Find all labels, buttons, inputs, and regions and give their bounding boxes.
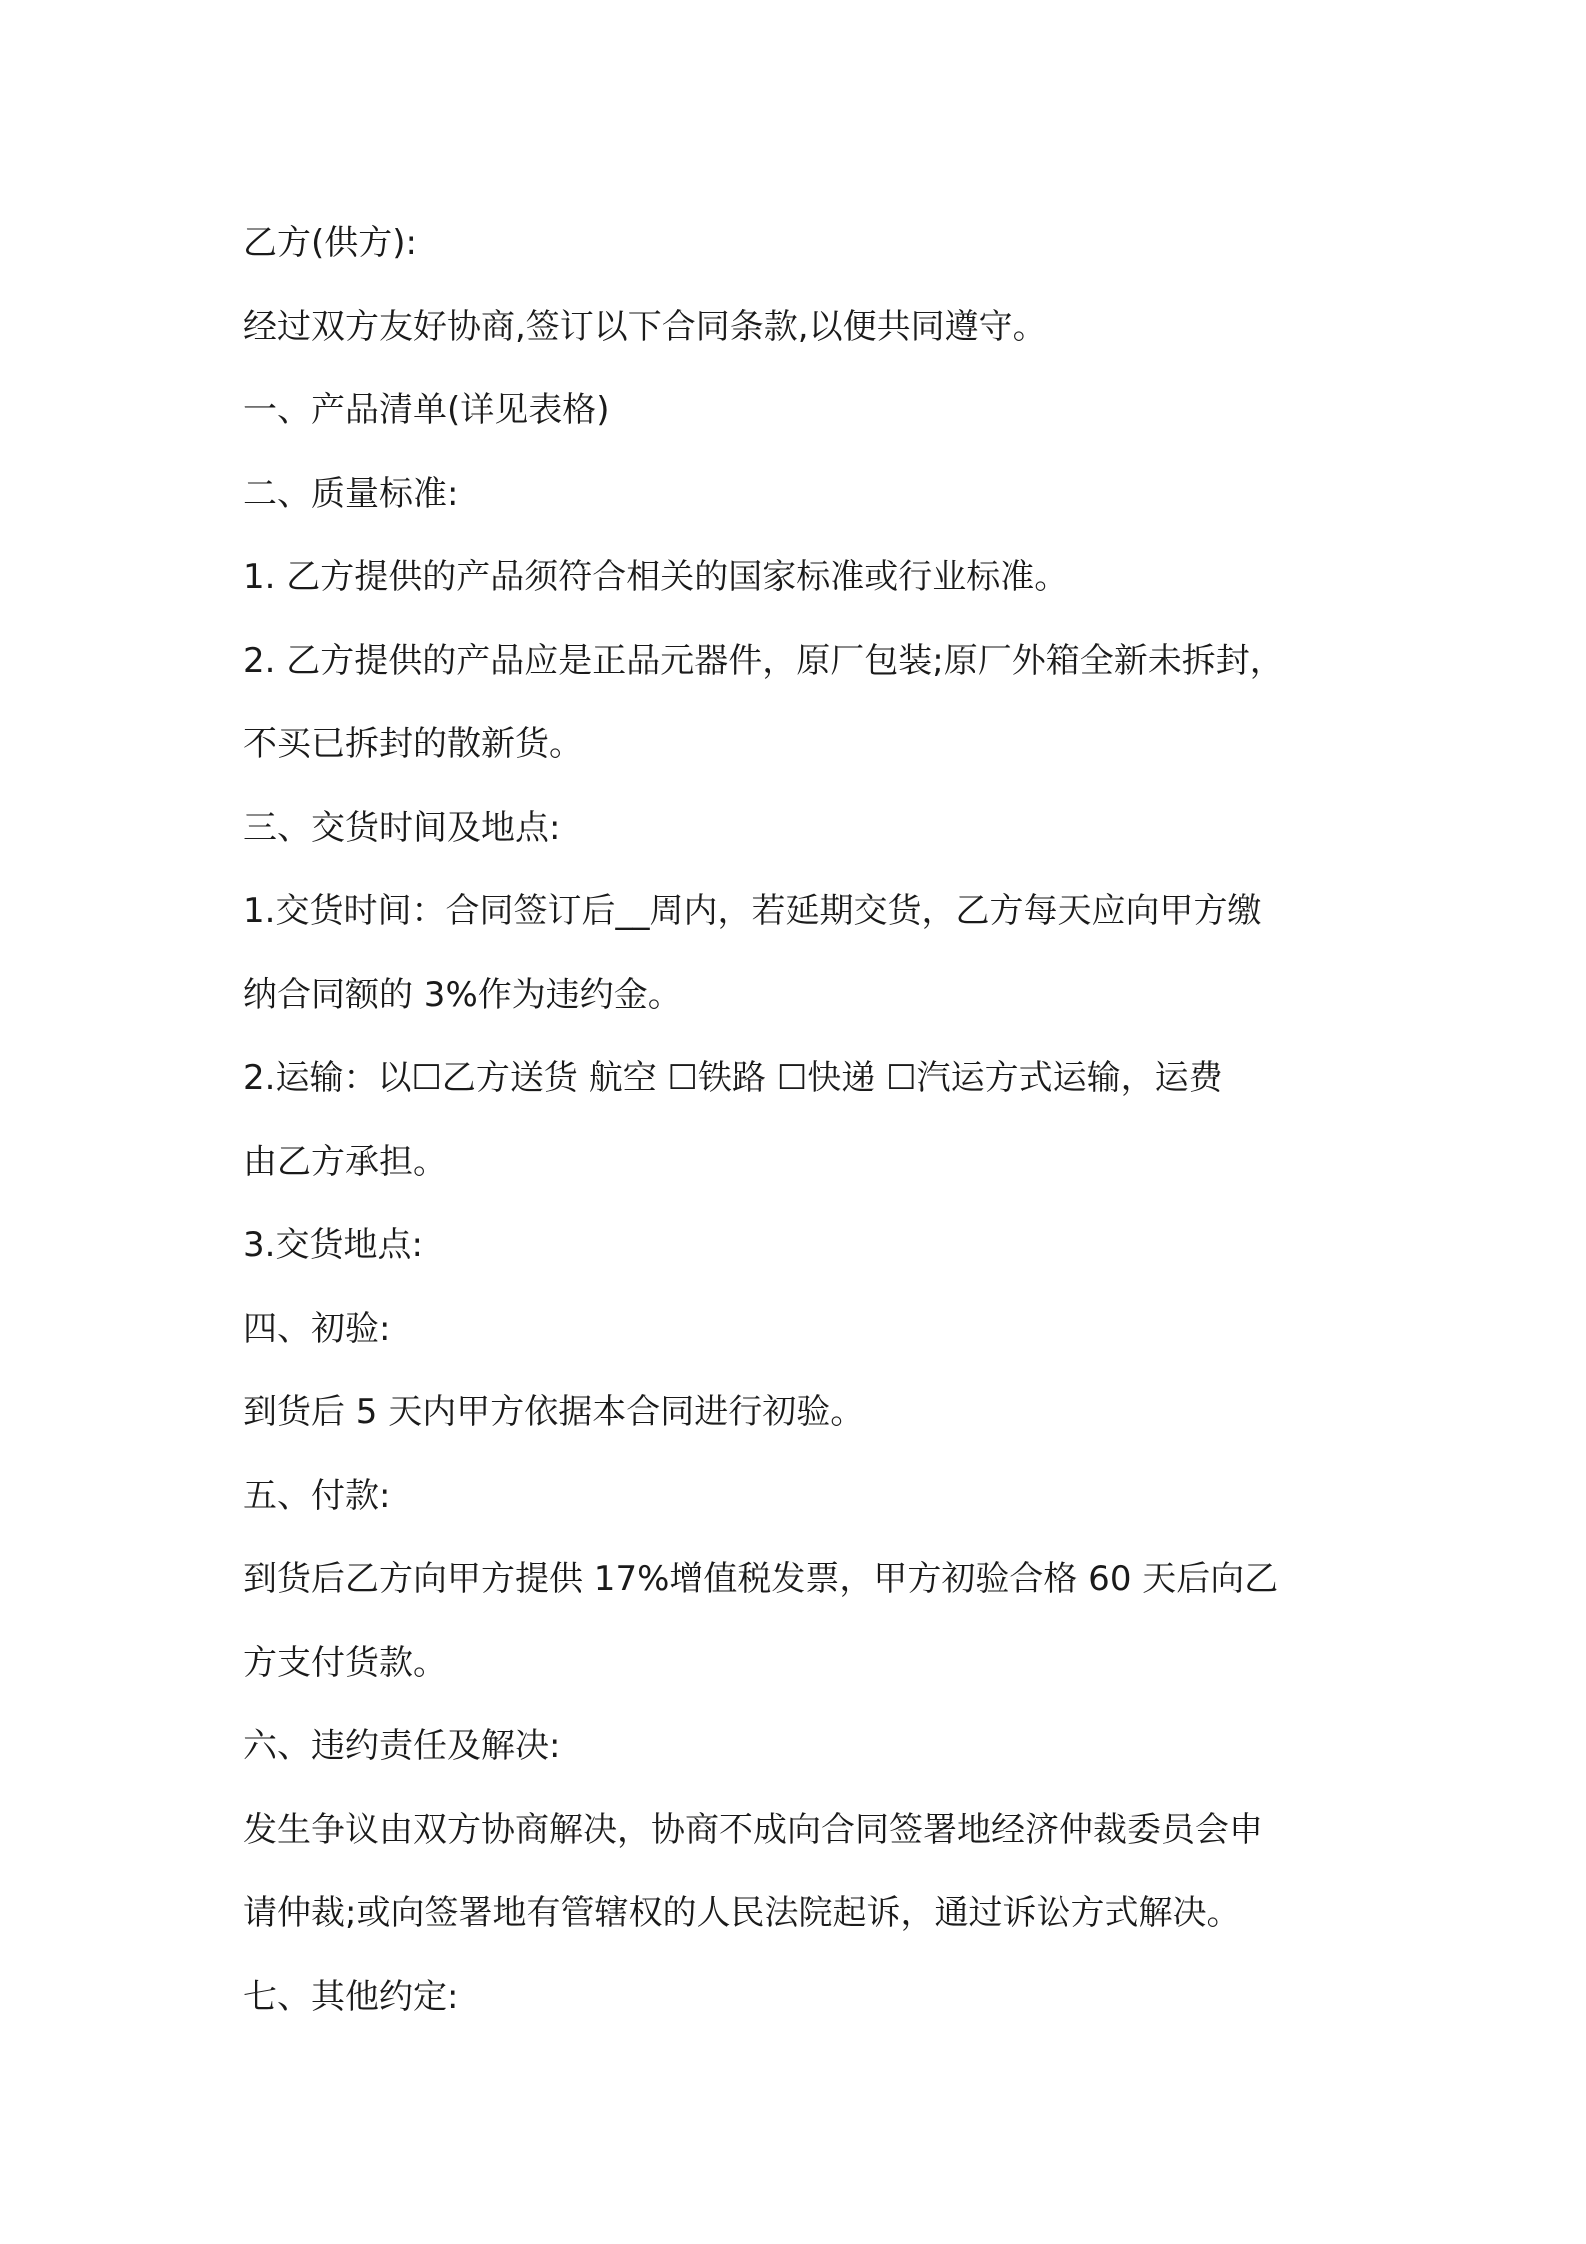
transport-line-2: 由乙方承担。 <box>243 1141 447 1182</box>
section-5-heading: 五、付款: <box>243 1475 391 1516</box>
section-3-heading: 三、交货时间及地点: <box>243 807 561 848</box>
section-6-heading: 六、违约责任及解决: <box>243 1726 561 1766</box>
party-b-label: 乙方(供方): <box>243 223 417 263</box>
inspection-paragraph: 到货后 5 天内甲方依据本合同进行初验。 <box>243 1392 865 1432</box>
intro-paragraph: 经过双方友好协商,签订以下合同条款,以便共同遵守。 <box>243 306 1047 347</box>
section-4-heading: 四、初验: <box>243 1308 391 1349</box>
transport-line-1: 2.运输：以☐乙方送货 航空 ☐铁路 ☐快递 ☐汽运方式运输，运费 <box>243 1058 1223 1098</box>
quality-item-2-line-1: 2. 乙方提供的产品应是正品元器件，原厂包装;原厂外箱全新未拆封， <box>243 640 1284 681</box>
quality-item-1: 1. 乙方提供的产品须符合相关的国家标准或行业标准。 <box>243 557 1069 597</box>
section-7-heading: 七、其他约定: <box>243 1976 459 2017</box>
section-1-heading: 一、产品清单(详见表格) <box>243 390 610 430</box>
dispute-line-1: 发生争议由双方协商解决，协商不成向合同签署地经济仲裁委员会申 <box>243 1809 1263 1850</box>
payment-line-1: 到货后乙方向甲方提供 17%增值税发票，甲方初验合格 60 天后向乙 <box>243 1559 1279 1599</box>
delivery-location: 3.交货地点: <box>243 1225 423 1265</box>
contract-body <box>243 202 1373 2039</box>
payment-line-2: 方支付货款。 <box>243 1642 447 1683</box>
dispute-line-2: 请仲裁;或向签署地有管辖权的人民法院起诉，通过诉讼方式解决。 <box>243 1893 1241 1933</box>
delivery-time-line-2: 纳合同额的 3%作为违约金。 <box>243 974 682 1015</box>
delivery-time-line-1: 1.交货时间：合同签订后__周内，若延期交货，乙方每天应向甲方缴 <box>243 891 1262 931</box>
quality-item-2-line-2: 不买已拆封的散新货。 <box>243 724 583 764</box>
section-2-heading: 二、质量标准: <box>243 473 459 514</box>
